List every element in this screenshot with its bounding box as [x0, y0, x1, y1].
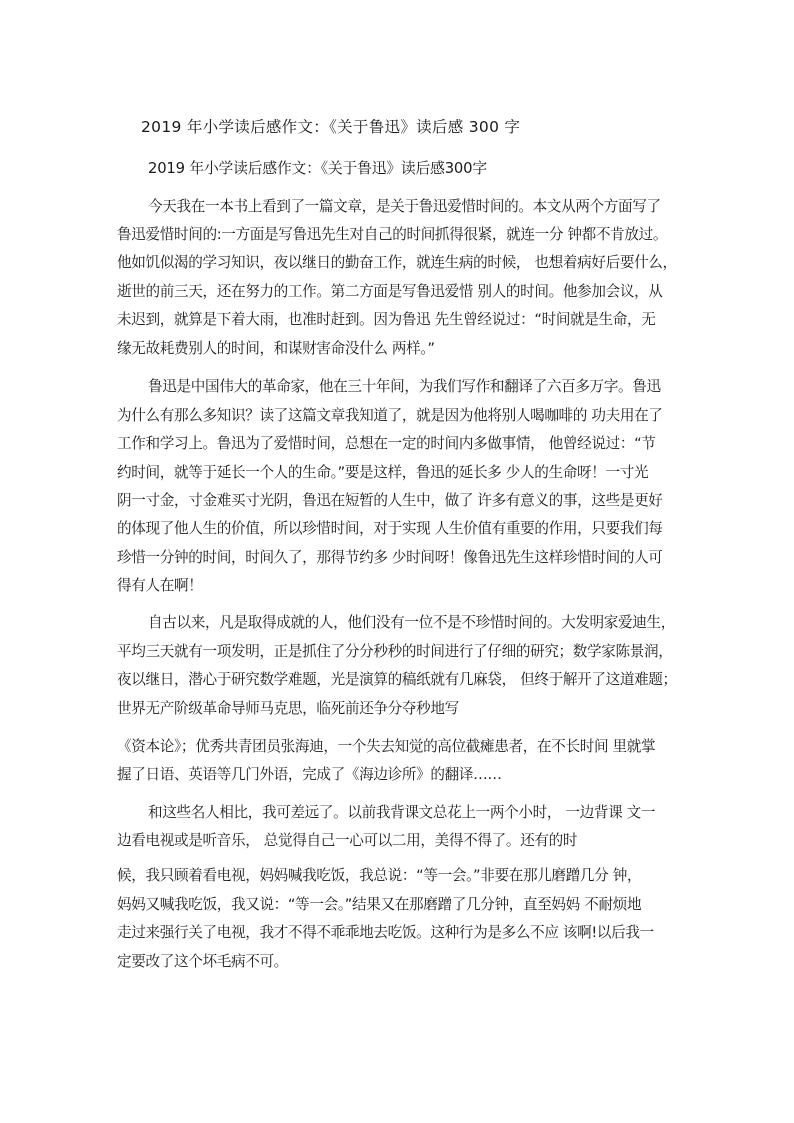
paragraph-line: 夜以继日，潜心于研究数学难题，光是演算的稿纸就有几麻袋， 但终于解开了这道难题； [117, 671, 677, 688]
paragraph-line: 鲁迅是中国伟大的革命家，他在三十年间，为我们写作和翻译了六百多万字。鲁迅 [148, 378, 661, 395]
paragraph-line: 为什么有那么多知识？读了这篇文章我知道了，就是因为他将别人喝咖啡的 功夫用在了 [117, 407, 663, 424]
paragraph-line: 候，我只顾着看电视，妈妈喊我吃饭，我总说：“等一会。”非要在那儿磨蹭几分 钟， [117, 867, 642, 884]
paragraph-line: 他如饥似渴的学习知识，夜以继日的勤奋工作，就连生病的时候， 也想着病好后要什么， [117, 254, 677, 271]
paragraph-line: 今天我在一本书上看到了一篇文章，是关于鲁迅爱惜时间的。本文从两个方面写了 [148, 198, 661, 215]
paragraph-line: 《资本论》；优秀共青团员张海迪，一个失去知觉的高位截瘫患者，在不长时间 里就掌 [117, 738, 656, 755]
paragraph-line: 工作和学习上。鲁迅为了爱惜时间，总想在一定的时间内多做事情， 他曾经说过：“节 [117, 435, 656, 452]
paragraph-line: 边看电视或是听音乐， 总觉得自己一心可以二用，美得不得了。还有的时 [117, 832, 578, 849]
paragraph-line: 平均三天就有一项发明，正是抓住了分分秒秒的时间进行了仔细的研究；数学家陈景润， [117, 643, 673, 660]
paragraph-line: 走过来强行关了电视，我才不得不乖乖地去吃饭。这种行为是多么不应 该啊!以后我一 [117, 924, 654, 941]
paragraph-line: 自古以来，凡是取得成就的人，他们没有一位不是不珍惜时间的。大发明家爱迪生， [148, 614, 676, 631]
paragraph-line: 逝世的前三天，还在努力的工作。第二方面是写鲁迅爱惜 别人的时间。他参加会议，从 [117, 283, 663, 300]
document-subtitle: 2019 年小学读后感作文：《关于鲁迅》读后感300字 [148, 160, 487, 177]
paragraph-line: 妈妈又喊我吃饭，我又说：“等一会。”结果又在那磨蹭了几分钟，直至妈妈 不耐烦地 [117, 896, 642, 913]
paragraph-line: 世界无产阶级革命导师马克思，临死前还争分夺秒地写 [117, 700, 459, 717]
paragraph-line: 握了日语、英语等几门外语，完成了《海边诊所》的翻译…… [117, 766, 502, 783]
paragraph-line: 鲁迅爱惜时间的:一方面是写鲁迅先生对自己的时间抓得很紧，就连一分 钟都不肯放过。 [117, 226, 668, 243]
paragraph-line: 缘无故耗费别人的时间，和谋财害命没什么 两样。” [117, 340, 435, 357]
paragraph-line: 定要改了这个坏毛病不可。 [117, 953, 288, 970]
paragraph-line: 的体现了他人生的价值，所以珍惜时间，对于实现 人生价值有重要的作用，只要我们每 [117, 520, 663, 537]
paragraph-line: 约时间，就等于延长一个人的生命。”要是这样，鲁迅的延长多 少人的生命呀！一寸光 [117, 464, 649, 481]
paragraph-line: 和这些名人相比，我可差远了。以前我背课文总花上一两个小时， 一边背课 文一 [148, 804, 656, 821]
paragraph-line: 未迟到，就算是下着大雨，也准时赶到。因为鲁迅 先生曾经说过：“时间就是生命，无 [117, 311, 656, 328]
document-title: 2019 年小学读后感作文：《关于鲁迅》读后感 300 字 [141, 118, 521, 136]
paragraph-line: 得有人在啊！ [117, 577, 203, 594]
paragraph-line: 珍惜一分钟的时间，时间久了，那得节约多 少时间呀！像鲁迅先生这样珍惜时间的人可 [117, 549, 663, 566]
paragraph-line: 阴一寸金，寸金难买寸光阴，鲁迅在短暂的人生中，做了 许多有意义的事，这些是更好 [117, 492, 663, 509]
